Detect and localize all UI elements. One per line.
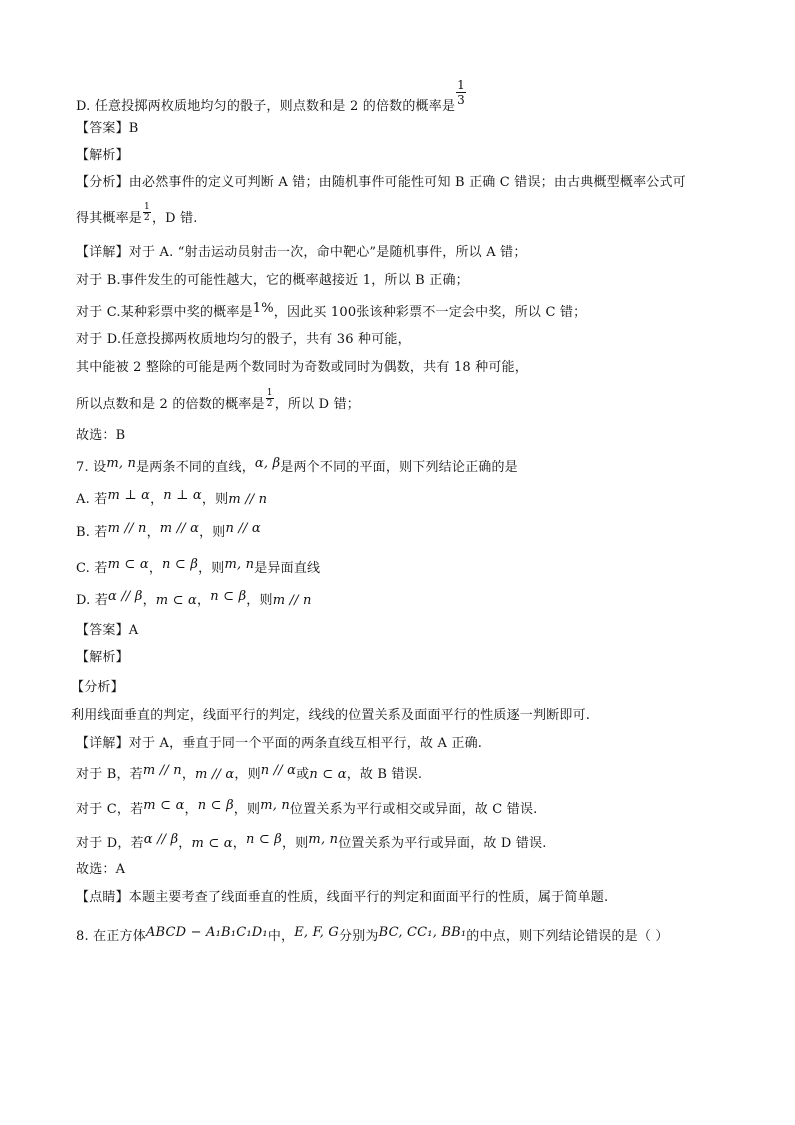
q6-jiexi: 【解析】: [76, 148, 129, 163]
q7-answer: 【答案】A: [76, 623, 139, 638]
q6-fenxi-line2: 得其概率是 $\frac{1}{2}$ ，D 错.: [76, 202, 198, 226]
q7-detail-b: 对于 B，若m // n，m // α，则n // α或n ⊂ α，故 B 错误.: [76, 763, 423, 782]
q7-option-c: C. 若m ⊂ α，n ⊂ β，则m, n是异面直线: [76, 557, 321, 576]
math-expression: 1%: [252, 301, 274, 316]
q6-detail-line6: 所以点数和是 2 的倍数的概率是 $\frac{1}{2}$ ，所以 D 错；: [76, 388, 360, 412]
q6-fenxi-line1: 【分析】由必然事件的定义可判断 A 错；由随机事件可能性可知 B 正确 C 错误；由古典概型概率公式可: [76, 175, 686, 190]
q6-detail-line2: 对于 B.事件发生的可能性越大，它的概率越接近 1，所以 B 正确；: [76, 273, 469, 288]
q7-detail-d: 对于 D，若α // β，m ⊂ α，n ⊂ β，则m, n位置关系为平行或异面，故 D 错误.: [76, 832, 547, 851]
fraction: $\frac{1}{2}$: [144, 202, 150, 223]
fraction: $\frac{1}{2}$: [266, 388, 273, 409]
q6-detail-line4: 对于 D.任意投掷两枚质地均匀的骰子，共有 36 种可能，: [76, 332, 411, 347]
q7-fenxi: 利用线面垂直的判定，线面平行的判定，线线的位置关系及面面平行的性质逐一判断即可.: [71, 708, 591, 723]
q7-option-a: A. 若m ⊥ α，n ⊥ α，则m // n: [76, 488, 268, 507]
q7-dianjing: 【点睛】本题主要考查了线面垂直的性质，线面平行的判定和面面平行的性质，属于简单题.: [76, 890, 609, 905]
fraction: $\frac{1}{3}$: [457, 78, 466, 107]
q7-fenxi-title: 【分析】: [71, 680, 124, 695]
q7-choose: 故选：A: [76, 862, 126, 877]
q6-detail-line5: 其中能被 2 整除的可能是两个数同时为奇数或同时为偶数，共有 18 种可能，: [76, 360, 528, 375]
q7-stem: 7. 设m, n是两条不同的直线，α, β是两个不同的平面，则下列结论正确的是: [76, 456, 518, 475]
q6-detail-line1: 【详解】对于 A. “射击运动员射击一次，命中靶心”是随机事件，所以 A 错；: [76, 245, 527, 260]
q7-detail-c: 对于 C，若m ⊂ α，n ⊂ β，则m, n位置关系为平行或相交或异面，故 C 错误.: [76, 798, 538, 817]
q6-option-d: D. 任意投掷两枚质地均匀的骰子，则点数和是 2 的倍数的概率是 $\frac{1}{3}$: [76, 78, 466, 114]
q7-option-b: B. 若m // n，m // α，则n // α: [76, 521, 261, 540]
q7-jiexi: 【解析】: [76, 650, 129, 665]
q7-detail-a: 【详解】对于 A，垂直于同一个平面的两条直线互相平行，故 A 正确.: [76, 736, 483, 751]
q6-choose: 故选：B: [76, 428, 126, 443]
q7-option-d: D. 若α // β，m ⊂ α，n ⊂ β，则m // n: [76, 589, 312, 608]
q6-answer: 【答案】B: [76, 121, 139, 136]
q6-detail-line3: 对于 C.某种彩票中奖的概率是1%，因此买 100张该种彩票不一定会中奖，所以 C 错；: [76, 301, 587, 320]
q8-stem: 8. 在正方体ABCD − A₁B₁C₁D₁中，E, F, G分别为BC, CC₁, BB₁的中点，则下列结论错误的是（ ）: [76, 925, 669, 944]
